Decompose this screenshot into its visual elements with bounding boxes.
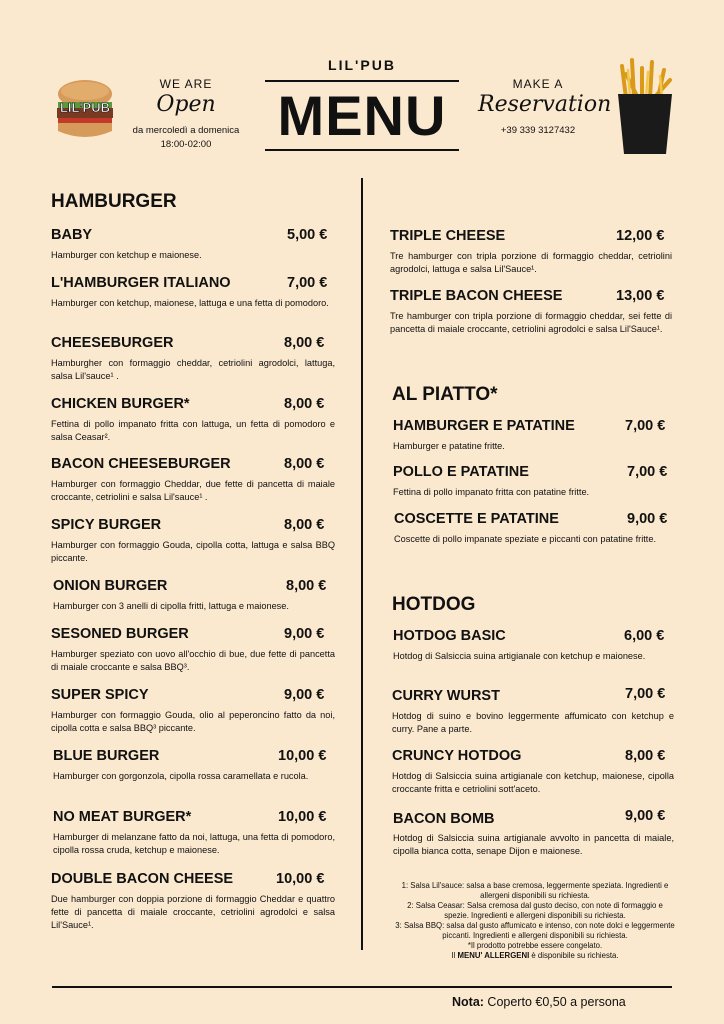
footnote-1: 1: Salsa Lil'sauce: salsa a base cremosa, leggermente speziata. Ingredienti e allergeni disponibili su richiesta.	[401, 881, 669, 900]
item-name: CRUNCY HOTDOG	[392, 748, 522, 764]
open-script-text: Open	[156, 92, 216, 117]
fries-icon	[612, 58, 678, 158]
item-price: 10,00 €	[278, 748, 327, 764]
item-price: 7,00 €	[627, 464, 668, 480]
footnote-allergeni-pre: Il	[451, 951, 458, 960]
nota-label: Nota:	[452, 995, 484, 1009]
item-name: TRIPLE CHEESE	[390, 228, 506, 244]
item-price: 10,00 €	[276, 871, 325, 887]
item-desc: Tre hamburger con tripla porzione di formaggio cheddar, sei fette di pancetta di maiale croccante, cetriolini agrodolci e salsa Lil'Sauce¹.	[390, 311, 672, 334]
item-price: 8,00 €	[284, 456, 325, 472]
item-desc: Hamburger con ketchup, maionese, lattuga e una fetta di pomodoro.	[51, 298, 329, 308]
item-price: 8,00 €	[284, 335, 325, 351]
column-divider	[361, 178, 363, 950]
item-price: 7,00 €	[625, 686, 666, 702]
item-price: 7,00 €	[625, 418, 666, 434]
item-desc: Tre hamburger con tripla porzione di formaggio cheddar, cetriolini agrodolci, lattuga e salsa Lil'Sauce¹.	[390, 251, 672, 274]
item-price: 10,00 €	[278, 809, 327, 825]
bottom-rule	[52, 986, 672, 988]
make-a-text: MAKE A	[512, 77, 564, 91]
item-price: 6,00 €	[624, 628, 665, 644]
item-price: 9,00 €	[625, 808, 666, 824]
item-price: 8,00 €	[284, 517, 325, 533]
item-price: 5,00 €	[287, 227, 328, 243]
item-desc: Hamburgher con formaggio cheddar, cetriolini agrodolci, lattuga, salsa Lil'sauce¹ .	[51, 358, 335, 381]
item-desc: Hamburger con ketchup e maionese.	[51, 250, 202, 260]
footnote-3: 3: Salsa BBQ: salsa dal gusto affumicato e intenso, con note dolci e leggermente piccanti. Ingredienti e allergeni disponibili su richiesta.	[395, 921, 675, 940]
menu-title: MENU	[277, 84, 447, 147]
item-name: SPICY BURGER	[51, 517, 162, 533]
item-name: COSCETTE E PATATINE	[394, 511, 559, 527]
we-are-text: WE ARE	[159, 77, 213, 91]
item-name: NO MEAT BURGER*	[53, 809, 192, 825]
item-desc: Hotdog di Salsiccia suina artigianale avvolto in pancetta di maiale, cipolla bianca cotta, senape Dijon e maionese.	[393, 833, 674, 856]
item-desc: Fettina di pollo impanato fritta con lattuga, un fetta di pomodoro e salsa Ceasar².	[51, 419, 335, 442]
item-price: 13,00 €	[616, 288, 665, 304]
item-desc: Hamburger speziato con uovo all'occhio di bue, due fette di pancetta di maiale croccante e salsa BBQ³.	[51, 649, 335, 672]
item-name: CURRY WURST	[392, 688, 500, 704]
item-name: HAMBURGER E PATATINE	[393, 418, 575, 434]
item-desc: Hamburger di melanzane fatto da noi, lattuga, una fetta di pomodoro, cipolla rossa cruda, ketchup e maionese.	[53, 832, 335, 855]
section-title-hotdog: HOTDOG	[392, 594, 476, 615]
title-top-rule	[265, 80, 459, 82]
item-desc: Hamburger con formaggio Gouda, olio al peperoncino fatto da noi, cipolla cotta e salsa BBQ³ piccante.	[51, 710, 335, 733]
item-price: 8,00 €	[284, 396, 325, 412]
item-name: POLLO E PATATINE	[393, 464, 529, 480]
item-price: 8,00 €	[625, 748, 666, 764]
item-name: TRIPLE BACON CHEESE	[390, 288, 563, 304]
item-desc: Hamburger con 3 anelli di cipolla fritti, lattuga e maionese.	[53, 601, 289, 611]
reservation-script-text: Reservation	[478, 92, 612, 117]
item-name: BABY	[51, 227, 93, 243]
item-price: 7,00 €	[287, 275, 328, 291]
item-desc: Hotdog di Salsiccia suina artigianale con ketchup e maionese.	[393, 651, 646, 661]
opening-days: da mercoledì a domenica	[132, 125, 240, 136]
item-desc: Hamburger con formaggio Cheddar, due fette di pancetta di maiale croccante, cetriolini e salsa Lil'sauce¹ .	[51, 479, 335, 502]
item-price: 9,00 €	[284, 626, 325, 642]
item-name: BACON CHEESEBURGER	[51, 456, 231, 472]
item-price: 8,00 €	[286, 578, 327, 594]
footnotes	[394, 881, 676, 961]
item-desc: Hamburger con formaggio Gouda, cipolla cotta, lattuga e salsa BBQ piccante.	[51, 540, 335, 563]
footnote-allergeni	[394, 951, 676, 961]
footnote-frozen: *Il prodotto potrebbe essere congelato.	[467, 941, 603, 950]
logo-text: LIL'PUB	[59, 100, 111, 115]
item-desc: Hotdog di suino e bovino leggermente affumicato con ketchup e curry. Pane a parte.	[392, 711, 674, 734]
item-name: CHEESEBURGER	[51, 335, 174, 351]
title-bottom-rule	[265, 149, 459, 151]
item-desc: Due hamburger con doppia porzione di formaggio Cheddar e quattro fette di pancetta di maiale croccante, cetriolini agrodolci e salsa Lil'Sauce¹.	[51, 894, 335, 930]
item-desc: Hotdog di Salsiccia suina artigianale con ketchup, maionese, cipolla croccante fritta e cetriolini sott'aceto.	[392, 771, 674, 794]
item-name: SESONED BURGER	[51, 626, 189, 642]
item-name: CHICKEN BURGER*	[51, 396, 190, 412]
item-desc: Fettina di pollo impanato fritta con patatine fritte.	[393, 487, 590, 497]
nota-text: Coperto €0,50 a persona	[483, 995, 626, 1009]
header	[0, 0, 724, 170]
item-name: DOUBLE BACON CHEESE	[51, 871, 234, 887]
footnote-allergeni-bold: MENU' ALLERGENI	[457, 951, 530, 960]
item-desc: Hamburger con gorgonzola, cipolla rossa caramellata e rucola.	[53, 771, 309, 781]
item-price: 9,00 €	[627, 511, 668, 527]
item-name: L'HAMBURGER ITALIANO	[51, 275, 231, 291]
opening-hours: 18:00-02:00	[160, 139, 212, 150]
item-price: 9,00 €	[284, 687, 325, 703]
item-desc: Hamburger e patatine fritte.	[393, 441, 505, 451]
cover-charge-note	[452, 995, 626, 1009]
item-name: BACON BOMB	[393, 811, 495, 827]
footnote-allergeni-post: è disponibile su richiesta.	[529, 951, 619, 960]
item-name: ONION BURGER	[53, 578, 168, 594]
section-title-hamburger: HAMBURGER	[51, 191, 177, 212]
item-name: SUPER SPICY	[51, 687, 149, 703]
section-title-al-piatto: AL PIATTO*	[392, 384, 498, 405]
brand-name: LIL'PUB	[328, 57, 396, 73]
item-name: BLUE BURGER	[53, 748, 160, 764]
footnote-2: 2: Salsa Ceasar: Salsa cremosa dal gusto deciso, con note di formaggio e spezie. Ingredienti e allergeni disponibili su richiesta.	[407, 901, 663, 920]
item-price: 12,00 €	[616, 228, 665, 244]
reservation-phone[interactable]: +39 339 3127432	[500, 125, 576, 136]
item-desc: Coscette di pollo impanate speziate e piccanti con patatine fritte.	[394, 534, 656, 544]
item-name: HOTDOG BASIC	[393, 628, 506, 644]
